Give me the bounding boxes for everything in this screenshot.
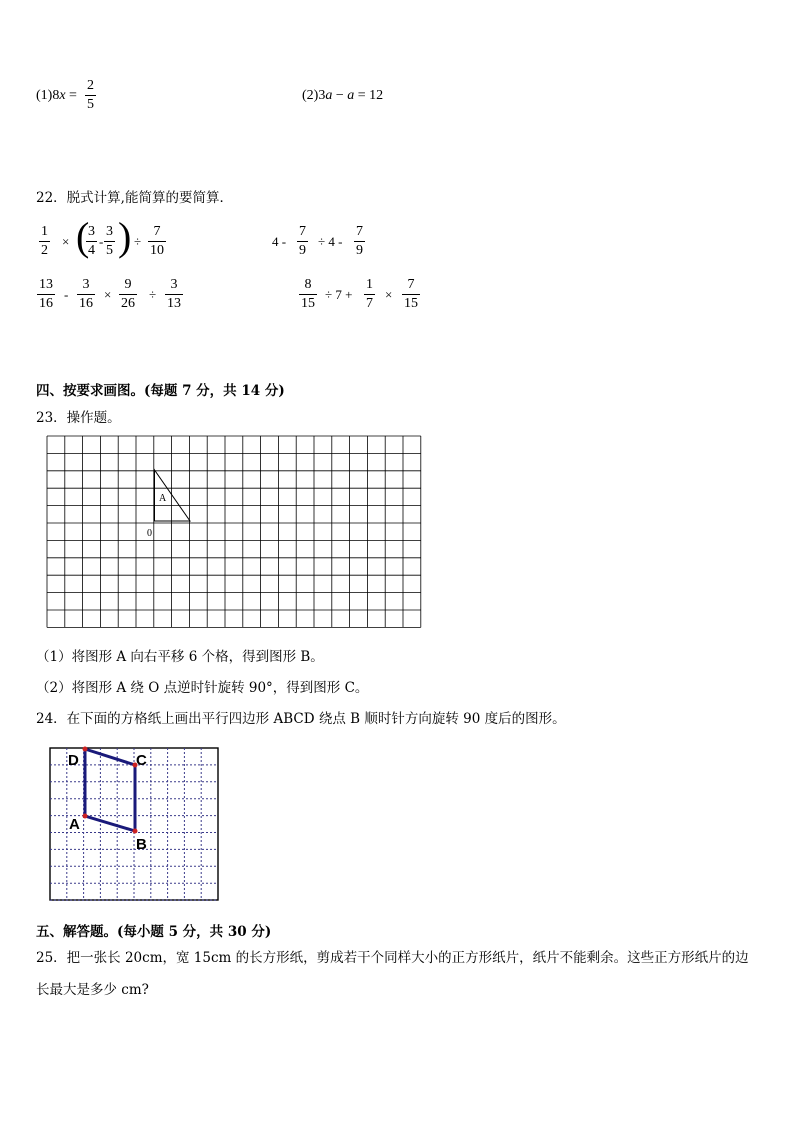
vertex-b (133, 829, 138, 834)
vertex-a-label: A (69, 816, 80, 833)
question-23-grid (46, 435, 424, 629)
numerator: 8 (304, 277, 312, 292)
equation-2-equals: = (357, 88, 366, 103)
numerator: 1 (366, 277, 373, 292)
left-parenthesis: ( (76, 214, 90, 259)
numerator: 1 (41, 224, 48, 239)
section-5-heading: 五、解答题。(每小题 5 分，共 30 分) (36, 924, 272, 940)
numerator: 3 (82, 277, 90, 292)
denominator: 26 (121, 296, 135, 311)
vertex-d-label: D (68, 752, 79, 769)
equation-1 (36, 88, 77, 104)
equation-2-minus: − (335, 88, 344, 103)
fraction (299, 276, 317, 313)
denominator: 2 (41, 243, 48, 258)
fraction (77, 276, 95, 313)
denominator: 10 (150, 243, 164, 258)
equation-2 (302, 88, 383, 104)
denominator: 5 (87, 97, 94, 112)
question-24-grid (49, 745, 221, 903)
vertex-c-label: C (136, 752, 147, 769)
denominator: 9 (356, 243, 363, 258)
operator: ÷ 7 + (325, 287, 353, 302)
numerator: 7 (153, 224, 161, 239)
denominator: 9 (299, 243, 306, 258)
grid-lines (47, 436, 421, 627)
numerator: 3 (170, 277, 178, 292)
fraction (86, 223, 97, 260)
numerator: 3 (88, 224, 95, 239)
fraction (165, 276, 183, 313)
question-25-line-1: 25．把一张长 20cm，宽 15cm 的长方形纸，剪成若干个同样大小的正方形纸片，纸片不能剩余。这些正方形纸片的边 (36, 950, 749, 966)
equation-1-fraction (85, 77, 96, 114)
vertex-d (83, 747, 88, 752)
denominator: 16 (39, 296, 53, 311)
operator: ÷ (134, 234, 142, 249)
right-parenthesis: ) (118, 214, 132, 259)
denominator: 13 (167, 296, 181, 311)
vertex-b-label: B (136, 836, 147, 853)
operator: ÷ 4 - (318, 234, 343, 249)
fraction (37, 276, 55, 313)
equation-2-variable: a (347, 88, 355, 103)
denominator: 5 (106, 243, 113, 258)
equation-2-prefix: (2) (302, 88, 319, 103)
denominator: 15 (301, 296, 315, 311)
fraction (402, 276, 420, 313)
operator: × (104, 287, 112, 302)
denominator: 15 (404, 296, 418, 311)
equation-2-variable: a (325, 88, 333, 103)
operator: × (385, 287, 393, 302)
equation-1-prefix: (1) (36, 88, 53, 103)
question-22-title: 22．脱式计算,能简算的要简算． (36, 190, 233, 206)
operator: - (64, 287, 69, 302)
numerator: 7 (407, 277, 415, 292)
question-23-sub-1: （1）将图形 A 向右平移 6 个格，得到图形 B。 (36, 649, 324, 665)
denominator: 4 (88, 243, 95, 258)
fraction (354, 223, 365, 260)
operator: ÷ (149, 287, 157, 302)
numerator: 7 (299, 224, 306, 239)
fraction (119, 276, 137, 313)
equation-2-rhs: 12 (369, 88, 384, 103)
denominator: 16 (79, 296, 93, 311)
equation-1-equals: = (69, 88, 77, 103)
numerator: 2 (87, 78, 94, 93)
fraction (39, 223, 50, 260)
question-25-line-2: 长最大是多少 cm? (36, 982, 149, 998)
denominator: 7 (366, 296, 373, 311)
question-23-title: 23．操作题。 (36, 410, 121, 426)
fraction (148, 223, 166, 260)
fraction (297, 223, 308, 260)
fraction (364, 276, 375, 313)
fraction (104, 223, 115, 260)
point-o-label: 0 (147, 528, 152, 539)
equation-1-coefficient: 8 (52, 88, 60, 103)
numerator: 13 (39, 277, 53, 292)
question-23-sub-2: （2）将图形 A 绕 O 点逆时针旋转 90°，得到图形 C。 (36, 680, 369, 696)
triangle-a-label: A (159, 493, 167, 504)
parallelogram-abcd (85, 749, 135, 831)
operator: - (99, 234, 104, 249)
numerator: 9 (124, 277, 132, 292)
vertex-a (83, 814, 88, 819)
equation-1-variable: x (59, 88, 66, 103)
question-24-title: 24．在下面的方格纸上画出平行四边形 ABCD 绕点 B 顺时针方向旋转 90 度后的图形。 (36, 711, 566, 727)
section-4-heading: 四、按要求画图。(每题 7 分，共 14 分) (36, 383, 285, 399)
operator: × (62, 234, 70, 249)
equation-2-coefficient: 3 (318, 88, 326, 103)
numerator: 3 (106, 224, 113, 239)
numerator: 7 (356, 224, 363, 239)
operator: 4 - (272, 234, 287, 249)
